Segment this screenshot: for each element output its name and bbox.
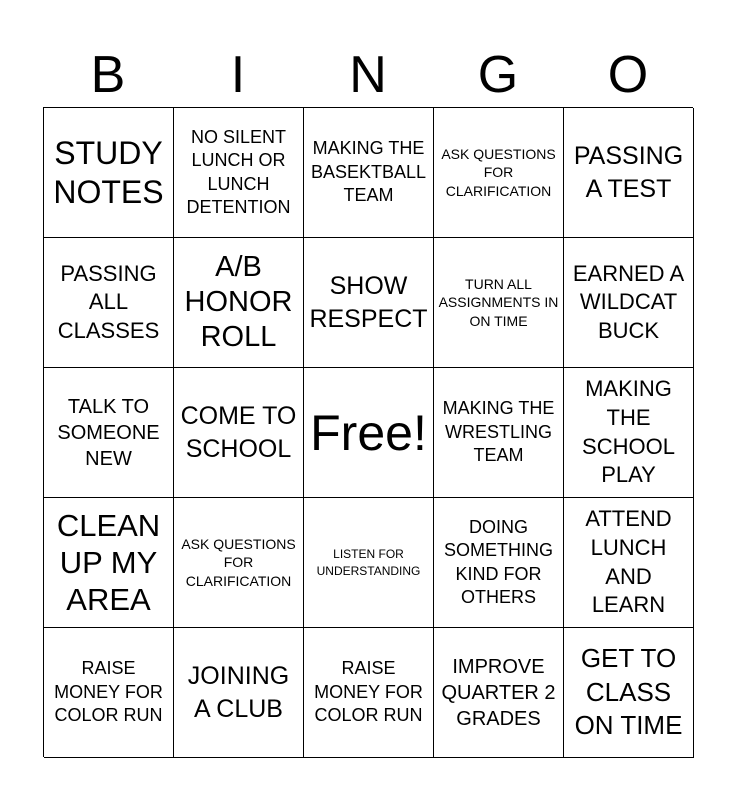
bingo-cell-r5-c2[interactable] <box>174 628 304 758</box>
bingo-cell-r5-c4[interactable] <box>434 628 564 758</box>
header-letter-n: N <box>349 46 387 104</box>
cell-label: RAISE MONEY FOR COLOR RUN <box>54 658 163 726</box>
header-letter-i: I <box>230 46 246 104</box>
bingo-cell-r3-c2[interactable] <box>174 368 304 498</box>
cell-label: TURN ALL ASSIGNMENTS IN ON TIME <box>438 276 559 329</box>
bingo-cell-r4-c1[interactable] <box>44 498 174 628</box>
bingo-header <box>43 44 693 106</box>
bingo-cell-r4-c4[interactable] <box>434 498 564 628</box>
cell-label: JOINING A CLUB <box>187 662 290 723</box>
cell-label: ASK QUESTIONS FOR CLARIFICATION <box>441 146 556 199</box>
cell-label: ATTEND LUNCH AND LEARN <box>585 506 672 618</box>
cell-label: PASSING ALL CLASSES <box>57 260 160 343</box>
bingo-cell-r1-c4[interactable] <box>434 108 564 238</box>
header-letter-o: O <box>607 46 649 104</box>
header-letter-g: G <box>477 46 519 104</box>
cell-label: COME TO SCHOOL <box>180 402 297 463</box>
cell-label: SHOW RESPECT <box>309 272 428 333</box>
bingo-cell-r4-c5[interactable] <box>564 498 694 628</box>
cell-label: MAKING THE WRESTLING TEAM <box>442 398 555 466</box>
bingo-cell-r5-c5[interactable] <box>564 628 694 758</box>
cell-label: PASSING A TEST <box>573 142 684 203</box>
bingo-cell-r3-c1[interactable] <box>44 368 174 498</box>
bingo-cell-r1-c3[interactable] <box>304 108 434 238</box>
cell-label: TALK TO SOMEONE NEW <box>57 395 160 470</box>
bingo-cell-r1-c5[interactable] <box>564 108 694 238</box>
cell-label: RAISE MONEY FOR COLOR RUN <box>314 658 423 726</box>
cell-label: GET TO CLASS ON TIME <box>574 642 683 741</box>
cell-label: A/B HONOR ROLL <box>184 251 293 353</box>
header-letter-b: B <box>90 46 126 104</box>
free-space-label: Free! <box>310 404 427 461</box>
bingo-cell-r1-c1[interactable] <box>44 108 174 238</box>
cell-label: EARNED A WILDCAT BUCK <box>572 260 685 343</box>
bingo-cell-r5-c3[interactable] <box>304 628 434 758</box>
bingo-cell-r3-c4[interactable] <box>434 368 564 498</box>
bingo-cell-r3-c5[interactable] <box>564 368 694 498</box>
bingo-cell-r4-c3[interactable] <box>304 498 434 628</box>
bingo-cell-r2-c5[interactable] <box>564 238 694 368</box>
cell-label: MAKING THE SCHOOL PLAY <box>582 376 675 488</box>
bingo-cell-r2-c2[interactable] <box>174 238 304 368</box>
bingo-cell-r2-c1[interactable] <box>44 238 174 368</box>
bingo-cell-r2-c3[interactable] <box>304 238 434 368</box>
bingo-cell-r4-c2[interactable] <box>174 498 304 628</box>
bingo-cell-r2-c4[interactable] <box>434 238 564 368</box>
cell-label: LISTEN FOR UNDERSTANDING <box>316 547 421 578</box>
cell-label: CLEAN UP MY AREA <box>56 507 161 618</box>
cell-label: ASK QUESTIONS FOR CLARIFICATION <box>181 536 296 589</box>
bingo-cell-r5-c1[interactable] <box>44 628 174 758</box>
bingo-cell-r1-c2[interactable] <box>174 108 304 238</box>
bingo-card-grid <box>43 107 693 757</box>
cell-label: STUDY NOTES <box>53 135 164 210</box>
cell-label: DOING SOMETHING KIND FOR OTHERS <box>443 516 553 607</box>
cell-label: NO SILENT LUNCH OR LUNCH DETENTION <box>186 126 291 217</box>
cell-label: IMPROVE QUARTER 2 GRADES <box>441 655 556 730</box>
bingo-cell-free[interactable] <box>304 368 434 498</box>
cell-label: MAKING THE BASEKTBALL TEAM <box>310 138 427 206</box>
